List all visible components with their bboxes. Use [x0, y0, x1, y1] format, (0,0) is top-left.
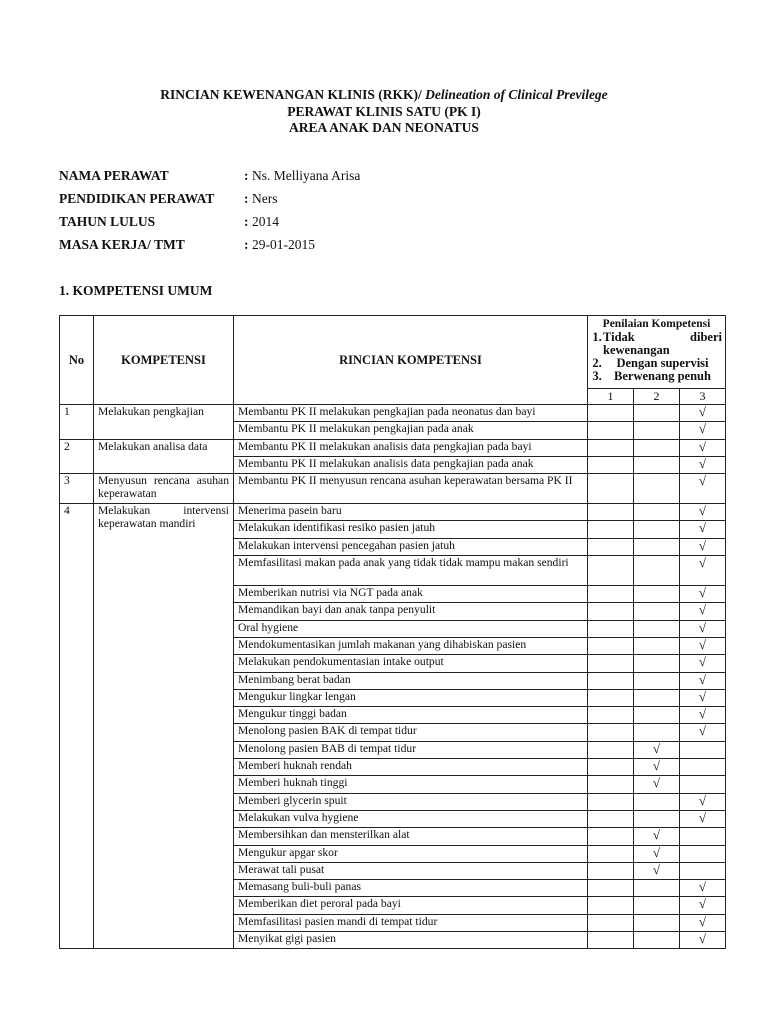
competency-name: Melakukan pengkajian: [94, 405, 234, 440]
score-cell-empty: [588, 405, 634, 422]
score-cell-empty: [634, 672, 680, 689]
competency-detail: Membantu PK II melakukan pengkajian pada neonatus dan bayi: [234, 405, 588, 422]
score-cell-empty: [588, 793, 634, 810]
score-cell-empty: [588, 603, 634, 620]
score-cell-empty: [588, 759, 634, 776]
score-cell-empty: [634, 405, 680, 422]
check-mark-icon: √: [634, 759, 680, 776]
penilaian-item: [591, 331, 722, 357]
penilaian-text: Dengan supervisi: [616, 356, 709, 370]
check-mark-icon: √: [680, 932, 726, 949]
row-number: 1: [60, 405, 94, 440]
check-mark-icon: √: [680, 422, 726, 439]
score-cell-empty: [634, 897, 680, 914]
table-header-row: [60, 316, 726, 389]
score-cell-empty: [634, 810, 680, 827]
check-mark-icon: √: [680, 474, 726, 504]
score-cell-empty: [634, 603, 680, 620]
score-cell-empty: [588, 862, 634, 879]
competency-detail: Menerima pasein baru: [234, 504, 588, 521]
check-mark-icon: √: [634, 828, 680, 845]
info-label: TAHUN LULUS: [59, 214, 156, 229]
competency-name: Menyusun rencana asuhan keperawatan: [94, 474, 234, 504]
score-cell-empty: [634, 556, 680, 586]
penilaian-text: Tidak diberi kewenangan: [603, 330, 722, 357]
check-mark-icon: √: [680, 603, 726, 620]
row-number: 2: [60, 439, 94, 474]
check-mark-icon: √: [680, 556, 726, 586]
competency-detail: Menolong pasien BAB di tempat tidur: [234, 741, 588, 758]
info-value: 29-01-2015: [252, 237, 315, 252]
score-cell-empty: [634, 456, 680, 473]
competency-detail: Merawat tali pusat: [234, 862, 588, 879]
document-title-line-1: [0, 87, 768, 103]
check-mark-icon: √: [680, 521, 726, 538]
score-cell-empty: [634, 880, 680, 897]
penilaian-title: Penilaian Kompetensi: [602, 318, 711, 330]
competency-detail: Membantu PK II melakukan analisis data pengkajian pada anak: [234, 456, 588, 473]
competency-detail: Memfasilitasi makan pada anak yang tidak tidak mampu makan sendiri: [234, 556, 588, 586]
info-value: 2014: [252, 214, 279, 229]
score-cell-empty: [588, 422, 634, 439]
info-colon: :: [244, 191, 249, 206]
competency-detail: Oral hygiene: [234, 620, 588, 637]
check-mark-icon: √: [680, 689, 726, 706]
table-body: [60, 405, 726, 949]
competency-detail: Melakukan identifikasi resiko pasien jatuh: [234, 521, 588, 538]
info-row-nama: [59, 168, 559, 188]
score-cell-empty: [588, 439, 634, 456]
competency-detail: Memberi huknah tinggi: [234, 776, 588, 793]
score-cell-empty: [588, 655, 634, 672]
check-mark-icon: √: [680, 810, 726, 827]
score-col-2: 2: [634, 389, 680, 405]
header-no: No: [60, 316, 94, 405]
competency-detail: Memberikan nutrisi via NGT pada anak: [234, 586, 588, 603]
score-cell-empty: [680, 862, 726, 879]
table-row: [60, 405, 726, 422]
score-cell-empty: [634, 422, 680, 439]
score-col-1: 1: [588, 389, 634, 405]
competency-detail: Memasang buli-buli panas: [234, 880, 588, 897]
competency-detail: Menyikat gigi pasien: [234, 932, 588, 949]
competency-detail: Mendokumentasikan jumlah makanan yang dihabiskan pasien: [234, 637, 588, 654]
competency-detail: Membantu PK II melakukan pengkajian pada anak: [234, 422, 588, 439]
score-cell-empty: [680, 759, 726, 776]
score-cell-empty: [634, 637, 680, 654]
score-cell-empty: [634, 724, 680, 741]
score-cell-empty: [588, 845, 634, 862]
score-cell-empty: [680, 845, 726, 862]
info-colon: :: [244, 237, 249, 252]
score-cell-empty: [588, 707, 634, 724]
info-label: PENDIDIKAN PERAWAT: [59, 191, 215, 206]
competency-detail: Memberikan diet peroral pada bayi: [234, 897, 588, 914]
score-cell-empty: [634, 914, 680, 931]
check-mark-icon: √: [680, 707, 726, 724]
info-colon: :: [244, 214, 249, 229]
competency-detail: Mengukur apgar skor: [234, 845, 588, 862]
check-mark-icon: √: [680, 655, 726, 672]
score-cell-empty: [588, 504, 634, 521]
info-row-tahun-lulus: [59, 214, 559, 234]
row-number: 4: [60, 504, 94, 949]
score-cell-empty: [588, 914, 634, 931]
check-mark-icon: √: [634, 741, 680, 758]
score-cell-empty: [634, 521, 680, 538]
score-cell-empty: [588, 538, 634, 555]
info-label: NAMA PERAWAT: [59, 168, 169, 183]
score-cell-empty: [588, 724, 634, 741]
competency-detail: Mengukur tinggi badan: [234, 707, 588, 724]
score-cell-empty: [588, 672, 634, 689]
title-main-text: RINCIAN KEWENANGAN KLINIS (RKK)/: [160, 87, 426, 102]
check-mark-icon: √: [680, 586, 726, 603]
check-mark-icon: √: [680, 672, 726, 689]
check-mark-icon: √: [680, 439, 726, 456]
table-row: [60, 504, 726, 521]
score-cell-empty: [588, 810, 634, 827]
competency-detail: Membersihkan dan mensterilkan alat: [234, 828, 588, 845]
check-mark-icon: √: [680, 405, 726, 422]
penilaian-num: 1.: [592, 330, 602, 344]
competency-detail: Memandikan bayi dan anak tanpa penyulit: [234, 603, 588, 620]
penilaian-num: 2.: [592, 356, 602, 370]
score-cell-empty: [634, 620, 680, 637]
info-row-masa-kerja: [59, 237, 559, 257]
competency-detail: Melakukan vulva hygiene: [234, 810, 588, 827]
penilaian-num: 3.: [592, 369, 602, 383]
score-cell-empty: [588, 828, 634, 845]
score-cell-empty: [588, 741, 634, 758]
score-cell-empty: [634, 793, 680, 810]
check-mark-icon: √: [680, 637, 726, 654]
header-rincian: RINCIAN KOMPETENSI: [234, 316, 588, 405]
competency-detail: Memfasilitasi pasien mandi di tempat tidur: [234, 914, 588, 931]
score-cell-empty: [588, 689, 634, 706]
score-cell-empty: [588, 586, 634, 603]
check-mark-icon: √: [680, 897, 726, 914]
score-cell-empty: [588, 637, 634, 654]
competency-name: Melakukan intervensi keperawatan mandiri: [94, 504, 234, 949]
table-row: [60, 439, 726, 456]
competency-name: Melakukan analisa data: [94, 439, 234, 474]
competency-detail: Menimbang berat badan: [234, 672, 588, 689]
score-cell-empty: [634, 439, 680, 456]
score-cell-empty: [588, 897, 634, 914]
score-cell-empty: [588, 880, 634, 897]
score-cell-empty: [588, 932, 634, 949]
score-cell-empty: [634, 474, 680, 504]
table-row: [60, 474, 726, 504]
check-mark-icon: √: [680, 504, 726, 521]
check-mark-icon: √: [680, 793, 726, 810]
info-row-pendidikan: [59, 191, 559, 211]
info-colon: :: [244, 168, 249, 183]
competency-table: [59, 315, 726, 949]
check-mark-icon: √: [634, 862, 680, 879]
competency-detail: Membantu PK II melakukan analisis data pengkajian pada bayi: [234, 439, 588, 456]
row-number: 3: [60, 474, 94, 504]
competency-detail: Mengukur lingkar lengan: [234, 689, 588, 706]
score-cell-empty: [634, 586, 680, 603]
info-value: Ners: [252, 191, 278, 206]
competency-detail: Melakukan pendokumentasian intake output: [234, 655, 588, 672]
info-label: MASA KERJA/ TMT: [59, 237, 185, 252]
competency-detail: Melakukan intervensi pencegahan pasien jatuh: [234, 538, 588, 555]
check-mark-icon: √: [680, 914, 726, 931]
document-title-line-2: PERAWAT KLINIS SATU (PK I): [287, 104, 481, 119]
competency-detail: Menolong pasien BAK di tempat tidur: [234, 724, 588, 741]
check-mark-icon: √: [634, 845, 680, 862]
score-cell-empty: [634, 655, 680, 672]
score-cell-empty: [588, 556, 634, 586]
document-title-line-3: AREA ANAK DAN NEONATUS: [289, 120, 479, 135]
score-cell-empty: [588, 620, 634, 637]
competency-detail: Membantu PK II menyusun rencana asuhan keperawatan bersama PK II: [234, 474, 588, 504]
score-cell-empty: [634, 538, 680, 555]
score-cell-empty: [588, 521, 634, 538]
score-cell-empty: [634, 707, 680, 724]
info-value: Ns. Melliyana Arisa: [252, 168, 361, 183]
score-cell-empty: [680, 776, 726, 793]
title-italic-text: Delineation of Clinical Previlege: [425, 87, 608, 102]
penilaian-text: Berwenang penuh: [614, 369, 711, 383]
check-mark-icon: √: [680, 724, 726, 741]
penilaian-item: [591, 370, 722, 383]
score-cell-empty: [634, 689, 680, 706]
check-mark-icon: √: [634, 776, 680, 793]
header-kompetensi: KOMPETENSI: [94, 316, 234, 405]
section-title: 1. KOMPETENSI UMUM: [59, 283, 213, 298]
competency-detail: Memberi glycerin spuit: [234, 793, 588, 810]
check-mark-icon: √: [680, 456, 726, 473]
score-cell-empty: [634, 932, 680, 949]
score-cell-empty: [588, 456, 634, 473]
score-cell-empty: [588, 474, 634, 504]
score-col-3: 3: [680, 389, 726, 405]
score-cell-empty: [588, 776, 634, 793]
score-cell-empty: [680, 828, 726, 845]
competency-detail: Memberi huknah rendah: [234, 759, 588, 776]
header-penilaian: [588, 316, 726, 389]
score-cell-empty: [634, 504, 680, 521]
check-mark-icon: √: [680, 620, 726, 637]
check-mark-icon: √: [680, 880, 726, 897]
check-mark-icon: √: [680, 538, 726, 555]
score-cell-empty: [680, 741, 726, 758]
